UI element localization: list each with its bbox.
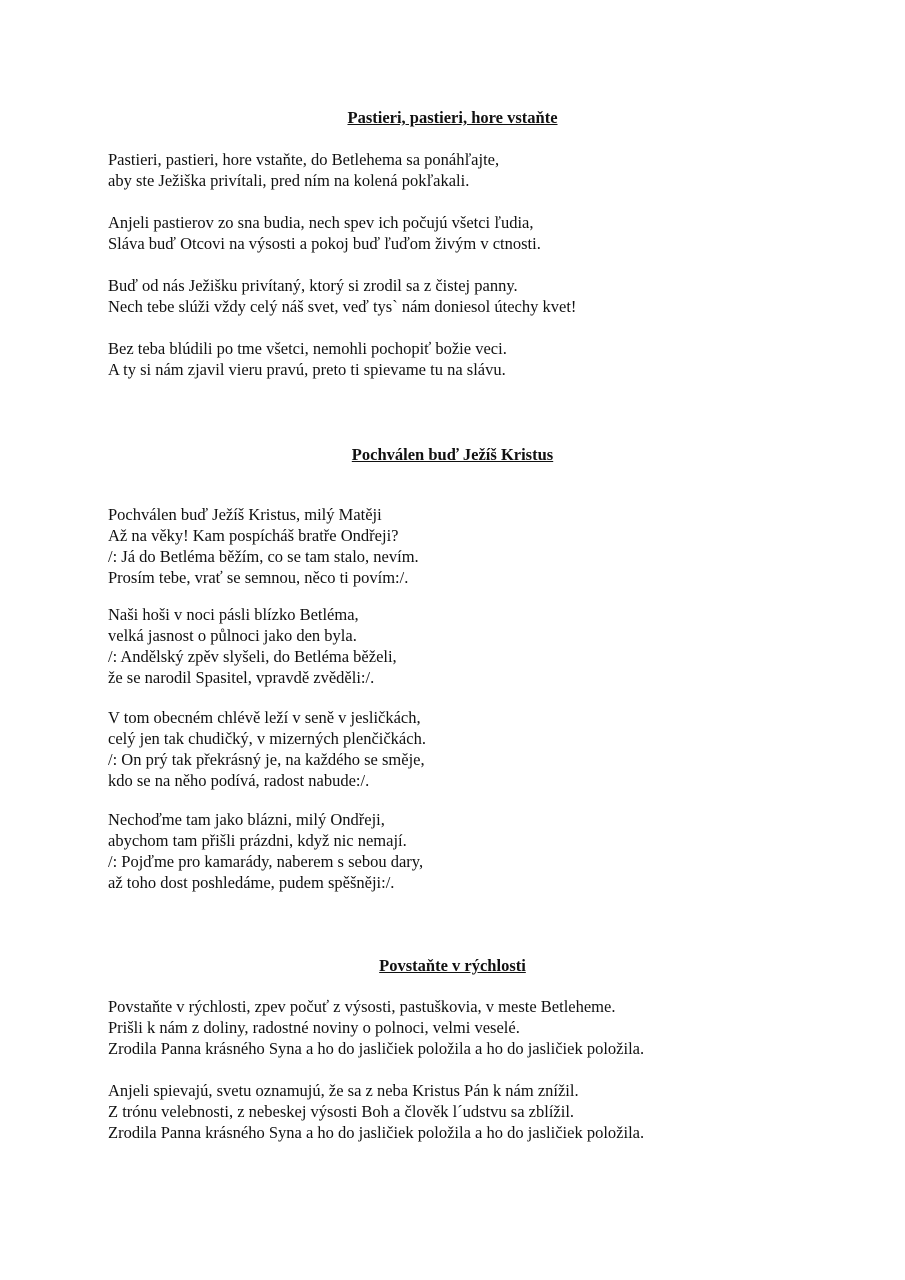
verse-line: aby ste Ježiška privítali, pred ním na kolená pokľakali. — [108, 171, 470, 190]
verse-line: Povstaňte v rýchlosti, zpev počuť z výsosti, pastuškovia, v meste Betleheme. — [108, 997, 616, 1016]
song-title: Povstaňte v rýchlosti — [379, 956, 526, 975]
verse-line: Bez teba blúdili po tme všetci, nemohli pochopiť božie veci. — [108, 339, 507, 358]
verse-line: Nech tebe slúži vždy celý náš svet, veď tys` nám doniesol útechy kvet! — [108, 297, 577, 316]
stanza — [108, 604, 397, 688]
verse-line: Pastieri, pastieri, hore vstaňte, do Betlehema sa ponáhľajte, — [108, 150, 500, 169]
verse-line: Anjeli pastierov zo sna budia, nech spev ich počujú všetci ľudia, — [108, 213, 534, 232]
verse-line: Prosím tebe, vrať se semnou, něco ti povím:/. — [108, 568, 409, 587]
song-title: Pochválen buď Ježíš Kristus — [351, 445, 554, 464]
stanza — [108, 212, 541, 254]
verse-line: abychom tam přišli prázdni, když nic nemají. — [108, 831, 407, 850]
verse-line: Prišli k nám z doliny, radostné noviny o polnoci, velmi veselé. — [108, 1018, 520, 1037]
stanza — [108, 707, 426, 791]
verse-line: Zrodila Panna krásného Syna a ho do jasličiek položila a ho do jasličiek položila. — [108, 1039, 645, 1058]
stanza — [108, 149, 499, 191]
verse-line: až toho dost poshledáme, pudem spěšněji:/. — [108, 873, 395, 892]
stanza — [108, 996, 644, 1059]
stanza — [108, 338, 507, 380]
verse-line: Naši hoši v noci pásli blízko Betléma, — [108, 605, 359, 624]
verse-line: Zrodila Panna krásného Syna a ho do jasličiek položila a ho do jasličiek položila. — [108, 1123, 645, 1142]
verse-line: /: Pojďme pro kamarády, naberem s sebou dary, — [108, 852, 424, 871]
verse-line: /: Já do Betléma běžím, co se tam stalo, nevím. — [108, 547, 419, 566]
stanza — [108, 809, 423, 893]
song-title: Pastieri, pastieri, hore vstaňte — [347, 108, 558, 127]
verse-line: že se narodil Spasitel, vpravdě zvěděli:/. — [108, 668, 375, 687]
verse-line: Anjeli spievajú, svetu oznamujú, že sa z neba Kristus Pán k nám znížil. — [108, 1081, 579, 1100]
verse-line: velká jasnost o půlnoci jako den byla. — [108, 626, 357, 645]
verse-line: /: On prý tak překrásný je, na každého se směje, — [108, 750, 425, 769]
verse-line: kdo se na něho podívá, radost nabude:/. — [108, 771, 370, 790]
verse-line: /: Andělský zpěv slyšeli, do Betléma běželi, — [108, 647, 397, 666]
verse-line: Až na věky! Kam pospícháš bratře Ondřeji? — [108, 526, 399, 545]
verse-line: celý jen tak chudičký, v mizerných plenčičkách. — [108, 729, 426, 748]
stanza — [108, 275, 576, 317]
verse-line: A ty si nám zjavil vieru pravú, preto ti spievame tu na slávu. — [108, 360, 506, 379]
verse-line: Sláva buď Otcovi na výsosti a pokoj buď ľuďom živým v ctnosti. — [108, 234, 541, 253]
verse-line: Nechoďme tam jako blázni, milý Ondřeji, — [108, 810, 385, 829]
verse-line: Z trónu velebnosti, z nebeskej výsosti Boh a člověk l´udstvu sa zblížil. — [108, 1102, 575, 1121]
stanza — [108, 1080, 644, 1143]
verse-line: V tom obecném chlévě leží v seně v jesličkách, — [108, 708, 421, 727]
stanza — [108, 504, 419, 588]
verse-line: Buď od nás Ježišku privítaný, ktorý si zrodil sa z čistej panny. — [108, 276, 518, 295]
verse-line: Pochválen buď Ježíš Kristus, milý Matěji — [108, 505, 382, 524]
